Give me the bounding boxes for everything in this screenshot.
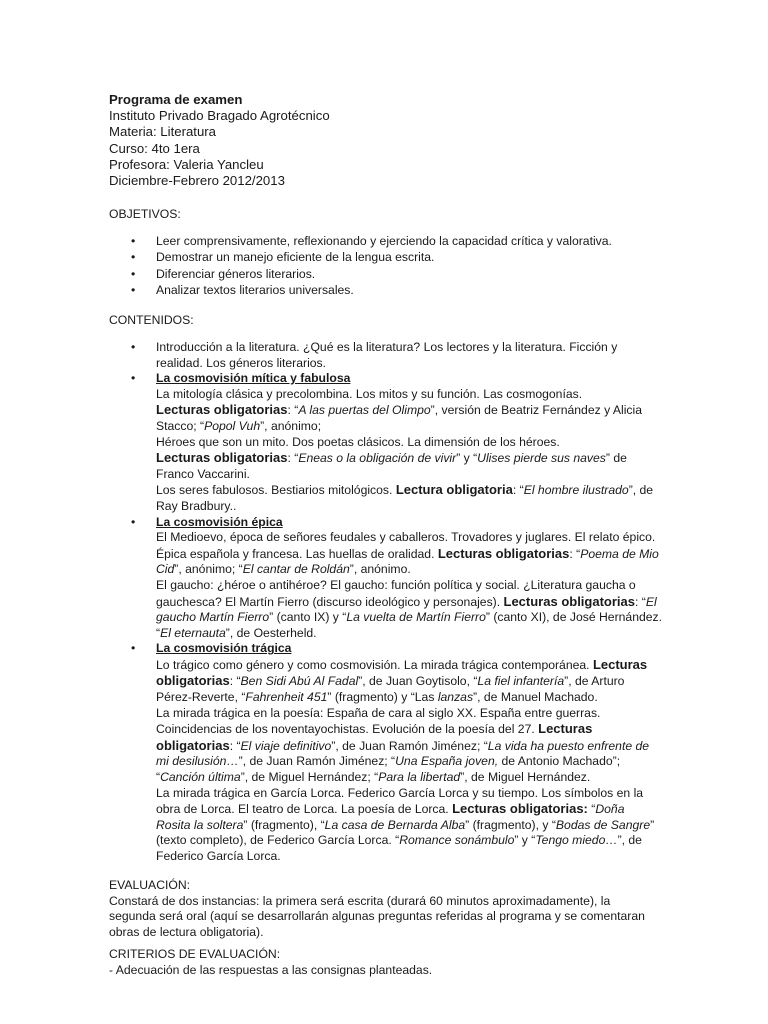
- objectives-list: [0, 234, 612, 300]
- section-title-mitica: La cosmovisión mítica y fabulosa: [156, 371, 351, 386]
- period-line: Diciembre-Febrero 2012/2013: [109, 173, 285, 189]
- content-item-mitica: [0, 371, 662, 514]
- paragraph: La mitología clásica y precolombina. Los mitos y su función. Las cosmogonías.: [156, 386, 583, 401]
- objective-item: • Analizar textos literarios universales.: [0, 283, 612, 299]
- subject-line: Materia: Literatura: [109, 124, 217, 140]
- document-title: Programa de examen: [109, 92, 243, 107]
- content-item-epica: [0, 515, 662, 642]
- criteria-item: - Adecuación de las respuestas a las consignas planteadas.: [109, 962, 433, 977]
- readings-paragraph: Los seres fabulosos. Bestiarios mitológicos. Lectura obligatoria: “El hombre ilustrado”, de Ray Bradbury..: [156, 482, 654, 513]
- paragraph: Héroes que son un mito. Dos poetas clásicos. La dimensión de los héroes.: [156, 434, 560, 449]
- evaluation-section: [109, 878, 649, 979]
- readings-paragraph: Lecturas obligatorias: “A las puertas del Olimpo”, versión de Beatriz Fernández y Alicia Stacco; “Popol Vuh”, anónimo;: [156, 402, 643, 433]
- bullet-icon: •: [131, 340, 136, 354]
- teacher-line: Profesora: Valeria Yancleu: [109, 156, 264, 172]
- readings-paragraph: El gaucho: ¿héroe o antihéroe? El gaucho: función política y social. ¿Literatura gaucha o gauchesca? El Martín Fierro (discurso ideológico y personajes). Lecturas obligatorias: “El gaucho Martín Fierro” (canto IX) y “La vuelta de Martín Fierro” (canto XI), de José Hernández. “El eternauta”, de Oesterheld.: [156, 577, 663, 640]
- readings-paragraph: La mirada trágica en la poesía: España de cara al siglo XX. España entre guerras. Coincidencias de los noventayochistas. Evolución de la poesía del 27. Lecturas obligatorias: “El viaje definitivo”, de Juan Ramón Jiménez; “La vida ha puesto enfrente de mi desilusión…”, de Juan Ramón Jiménez; “Una España joven, de Antonio Machado”; “Canción última”, de Miguel Hernández; “Para la libertad”, de Miguel Hernández.: [156, 705, 650, 785]
- contents-list: [0, 340, 768, 865]
- readings-paragraph: La mirada trágica en García Lorca. Federico García Lorca y su tiempo. Los símbolos en la obra de Lorca. El teatro de Lorca. La poesía de Lorca. Lecturas obligatorias: “Doña Rosita la soltera” (fragmento), “La casa de Bernarda Alba” (fragmento), y “Bodas de Sangre” (texto completo), de Federico García Lorca. “Romance sonámbulo” y “Tengo miedo…”, de Federico García Lorca.: [156, 785, 655, 863]
- content-item-tragica: [0, 641, 662, 864]
- contents-label: CONTENIDOS:: [109, 313, 194, 327]
- objective-item: • Demostrar un manejo eficiente de la lengua escrita.: [0, 250, 612, 266]
- institute-line: Instituto Privado Bragado Agrotécnico: [109, 108, 330, 124]
- course-line: Curso: 4to 1era: [109, 140, 200, 156]
- evaluation-label: EVALUACIÓN:: [109, 878, 191, 892]
- section-title-epica: La cosmovisión épica: [156, 514, 283, 529]
- readings-paragraph: Lecturas obligatorias: “Eneas o la obligación de vivir” y “Ulises pierde sus naves” de Franco Vaccarini.: [156, 450, 627, 481]
- readings-paragraph: El Medioevo, época de señores feudales y caballeros. Trovadores y juglares. El relato épico. Épica española y francesa. Las huellas de oralidad. Lecturas obligatorias: “Poema de Mio Cid”, anónimo; “El cantar de Roldán”, anónimo.: [156, 530, 659, 577]
- bullet-icon: •: [131, 641, 136, 656]
- evaluation-text: Constará de dos instancias: la primera será escrita (durará 60 minutos aproximadamente), la segunda será oral (aquí se desarrollarán algunas preguntas referidas al programa y se comentaran obras de lectura obligatoria).: [109, 893, 645, 939]
- objectives-label: OBJETIVOS:: [109, 207, 181, 221]
- section-title-tragica: La cosmovisión trágica: [156, 641, 292, 656]
- content-item-intro: [0, 340, 662, 371]
- bullet-icon: •: [131, 514, 136, 529]
- readings-paragraph: Lo trágico como género y como cosmovisión. La mirada trágica contemporánea. Lecturas obligatorias: “Ben Sidi Abú Al Fadal”, de Juan Goytisolo, “La fiel infantería”, de Arturo Pérez-Reverte, “Fahrenheit 451” (fragmento) y “Las lanzas”, de Manuel Machado.: [156, 656, 648, 705]
- objective-item: • Leer comprensivamente, reflexionando y ejerciendo la capacidad crítica y valorativa.: [0, 234, 612, 250]
- criteria-label: CRITERIOS DE EVALUACIÓN:: [109, 947, 281, 962]
- objective-item: • Diferenciar géneros literarios.: [0, 267, 612, 283]
- bullet-icon: •: [131, 371, 136, 386]
- intro-text: Introducción a la literatura. ¿Qué es la literatura? Los lectores y la literatura. Ficción y realidad. Los géneros literarios.: [156, 340, 618, 370]
- document-header: [109, 92, 330, 189]
